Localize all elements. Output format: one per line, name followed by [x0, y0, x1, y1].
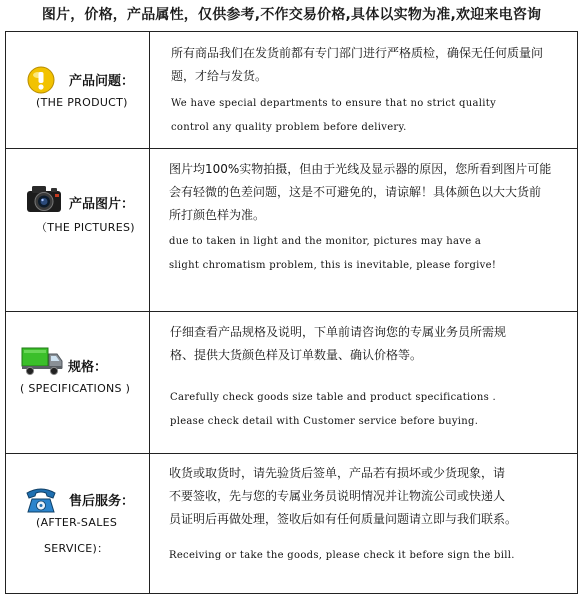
row-text-cn: 所有商品我们在发货前都有专门部门进行严格质检，确保无任何质量问 题，才给与发货。 [171, 46, 544, 83]
row-content-cell [150, 454, 578, 594]
row-title-en-line-2: SERVICE)： [44, 542, 109, 555]
table-row-pictures [6, 149, 578, 312]
camera-icon [26, 184, 62, 214]
row-content-cell [150, 312, 578, 454]
row-text-en: Carefully check goods size table and product specifications . please check detail with Customer service before buying. [170, 392, 497, 427]
row-text-cn: 图片均100%实物拍摄，但由于光线及显示器的原因，您所看到图片可能 会有轻微的色差问题，这是不可避免的，请谅解！具体颜色以大大货前 所打颜色样为准。 [169, 162, 552, 222]
telephone-icon [24, 486, 58, 514]
row-heading-cell [6, 454, 150, 594]
row-heading-cell [6, 312, 150, 454]
row-heading-cell [6, 32, 150, 149]
row-title-en: ( SPECIFICATIONS ) [20, 382, 131, 395]
row-text-en: due to taken in light and the monitor, pictures may have a slight chromatism problem, this is inevitable, please forgive! [169, 236, 497, 271]
delivery-truck-icon [21, 346, 63, 376]
row-text-cn: 仔细查看产品规格及说明，下单前请咨询您的专属业务员所需规 格、提供大货颜色样及订单数量、确认价格等。 [170, 325, 507, 362]
row-content-cell [150, 149, 578, 312]
info-table [5, 31, 578, 594]
row-text-cn: 收货或取货时，请先验货后签单，产品若有损坏或少货现象，请 不要签收，先与您的专属业务员说明情况并让物流公司或快递人 员证明后再做处理，签收后如有任何质量问题请立即与我们联系。 [169, 466, 518, 526]
row-title-cn: 规格： [68, 360, 108, 375]
row-title-en: （THE PICTURES) [36, 221, 135, 234]
row-title-cn: 产品图片： [69, 197, 135, 212]
table-row-after-sales [6, 454, 578, 594]
row-title-cn: 售后服务： [69, 494, 135, 509]
row-title-en: (AFTER-SALES [36, 516, 118, 529]
row-content-cell [150, 32, 578, 149]
table-row-specifications [6, 312, 578, 454]
exclamation-warning-icon [27, 66, 55, 94]
row-title-en: (THE PRODUCT) [36, 96, 128, 109]
row-text-en: Receiving or take the goods, please check it before sign the bill. [169, 550, 515, 561]
page-title: 图片，价格，产品属性，仅供参考,不作交易价格,具体以实物为准,欢迎来电咨询 [41, 7, 542, 23]
row-text-en: We have special departments to ensure that no strict quality control any quality problem before delivery. [171, 98, 497, 133]
row-title-cn: 产品问题： [69, 74, 135, 89]
row-heading-cell [6, 149, 150, 312]
table-row-product [6, 32, 578, 149]
